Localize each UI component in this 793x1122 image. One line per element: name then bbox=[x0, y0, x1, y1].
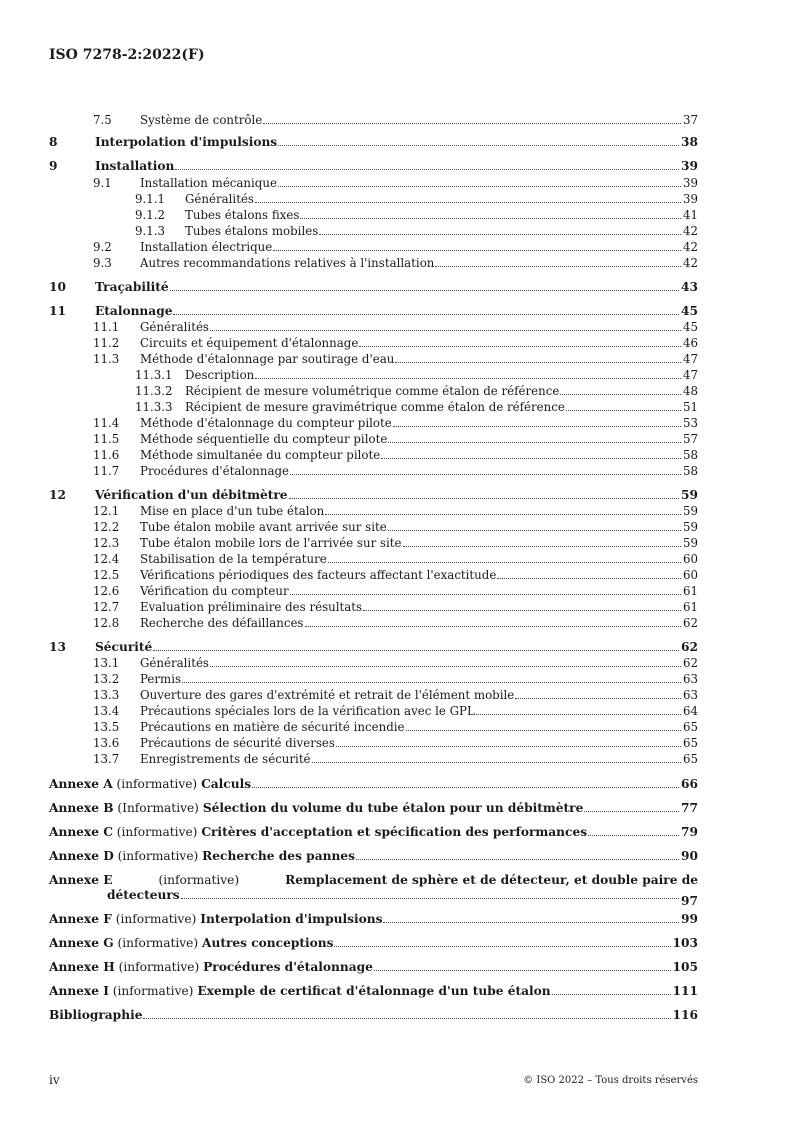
toc-entry-label: Généralités bbox=[185, 193, 254, 206]
toc-entry-label: Récipient de mesure gravimétrique comme étalon de référence bbox=[185, 401, 565, 414]
toc-entry[interactable] bbox=[49, 641, 698, 654]
toc-entry-page: 47 bbox=[682, 368, 698, 382]
annex-type: (informative) bbox=[115, 913, 197, 926]
toc-entry-number: 11.3 bbox=[93, 352, 120, 366]
dot-leader bbox=[143, 1018, 670, 1019]
annex-label bbox=[49, 850, 355, 863]
toc-entry-number: 12.6 bbox=[93, 584, 120, 598]
annex-prefix: Annexe G bbox=[49, 937, 114, 950]
toc-entry-label: Système de contrôle bbox=[140, 114, 263, 127]
dot-leader bbox=[395, 362, 681, 363]
toc-entry-number: 11.3.1 bbox=[135, 368, 173, 382]
annex-type: (informative) bbox=[158, 873, 240, 887]
toc-entry-page: 63 bbox=[682, 672, 698, 686]
toc-entry-page: 63 bbox=[682, 688, 698, 702]
toc-entry[interactable] bbox=[93, 737, 698, 750]
toc-entry-number: 12.3 bbox=[93, 536, 120, 550]
toc-entry-page: 42 bbox=[682, 240, 698, 254]
dot-leader bbox=[305, 626, 681, 627]
annex-entry[interactable] bbox=[49, 850, 698, 863]
annex-title: Sélection du volume du tube étalon pour un débitmètre bbox=[202, 802, 584, 815]
dot-leader bbox=[388, 530, 681, 531]
toc-entry-page: 65 bbox=[682, 720, 698, 734]
toc-entry[interactable] bbox=[93, 569, 698, 582]
toc-entry-number: 11.3.2 bbox=[135, 384, 173, 398]
annex-prefix: Annexe I bbox=[49, 985, 109, 998]
toc-entry-label: Vérification d'un débitmètre bbox=[95, 489, 288, 502]
toc-entry-page: 60 bbox=[682, 552, 698, 566]
bibliography-page: 116 bbox=[672, 1008, 698, 1022]
annex-page: 97 bbox=[681, 893, 698, 908]
toc-entry-page: 59 bbox=[681, 488, 698, 502]
toc-entry-page: 37 bbox=[682, 113, 698, 127]
annex-type: (informative) bbox=[116, 826, 198, 839]
dot-leader bbox=[263, 123, 681, 124]
toc-entry[interactable] bbox=[93, 705, 698, 718]
dot-leader bbox=[173, 314, 679, 315]
annex-title-continued: détecteurs bbox=[107, 887, 180, 902]
annex-prefix: Annexe A bbox=[49, 778, 113, 791]
toc-entry-label: Tubes étalons mobiles bbox=[185, 225, 319, 238]
toc-entry-page: 61 bbox=[682, 584, 698, 598]
toc-entry[interactable] bbox=[49, 489, 698, 502]
dot-leader bbox=[374, 970, 671, 971]
dot-leader bbox=[406, 730, 681, 731]
toc-entry[interactable] bbox=[93, 449, 698, 462]
annex-entry[interactable] bbox=[49, 937, 698, 950]
annex-page: 105 bbox=[672, 960, 698, 974]
dot-leader bbox=[273, 250, 681, 251]
toc-entry[interactable] bbox=[49, 136, 698, 149]
annex-type: (informative) bbox=[112, 985, 194, 998]
toc-entry-label: Autres recommandations relatives à l'installation bbox=[140, 257, 435, 270]
toc-entry-label: Vérification du compteur bbox=[140, 585, 289, 598]
toc-entry-page: 45 bbox=[682, 320, 698, 334]
annex-label bbox=[49, 937, 333, 950]
toc-entry-page: 48 bbox=[682, 384, 698, 398]
toc-entry[interactable] bbox=[135, 369, 698, 382]
toc-entry-label: Méthode d'étalonnage par soutirage d'eau bbox=[140, 353, 395, 366]
annex-label bbox=[49, 913, 382, 926]
toc-entry-number: 13.6 bbox=[93, 736, 120, 750]
toc-entry-number: 8 bbox=[49, 135, 58, 149]
toc-entry-label: Installation bbox=[95, 160, 175, 173]
toc-entry-label: Procédures d'étalonnage bbox=[140, 465, 290, 478]
toc-entry-label: Étalonnage bbox=[95, 305, 173, 318]
toc-entry[interactable] bbox=[135, 209, 698, 222]
toc-entry-number: 7.5 bbox=[93, 113, 112, 127]
toc-entry-page: 62 bbox=[682, 656, 698, 670]
dot-leader bbox=[334, 946, 670, 947]
toc-entry[interactable] bbox=[93, 601, 698, 614]
toc-entry[interactable] bbox=[93, 321, 698, 334]
toc-entry-label: Tube étalon mobile lors de l'arrivée sur site bbox=[140, 537, 402, 550]
annex-prefix: Annexe C bbox=[49, 826, 113, 839]
annex-title: Recherche des pannes bbox=[202, 850, 355, 863]
toc-entry-label: Vérifications périodiques des facteurs affectant l'exactitude bbox=[140, 569, 497, 582]
toc-entry-label: Récipient de mesure volumétrique comme étalon de référence bbox=[185, 385, 560, 398]
toc-entry-page: 39 bbox=[682, 192, 698, 206]
dot-leader bbox=[336, 746, 681, 747]
dot-leader bbox=[210, 330, 681, 331]
toc-entry-label: Description bbox=[185, 369, 255, 382]
annex-label bbox=[49, 826, 587, 839]
dot-leader bbox=[312, 762, 681, 763]
annex-page: 111 bbox=[672, 984, 698, 998]
toc-entry-page: 59 bbox=[682, 504, 698, 518]
dot-leader bbox=[435, 266, 681, 267]
toc-entry-page: 46 bbox=[682, 336, 698, 350]
dot-leader bbox=[383, 922, 679, 923]
toc-entry[interactable] bbox=[93, 465, 698, 478]
dot-leader bbox=[497, 578, 681, 579]
annex-label bbox=[49, 778, 251, 791]
toc-entry-number: 13.5 bbox=[93, 720, 120, 734]
toc-entry-label: Tubes étalons fixes bbox=[185, 209, 300, 222]
toc-entry[interactable] bbox=[93, 353, 698, 366]
dot-leader bbox=[170, 290, 679, 291]
dot-leader bbox=[278, 145, 679, 146]
dot-leader bbox=[552, 994, 671, 995]
toc-entry[interactable] bbox=[49, 160, 698, 173]
annex-entry[interactable] bbox=[49, 913, 698, 926]
toc-entry[interactable] bbox=[93, 177, 698, 190]
dot-leader bbox=[290, 474, 681, 475]
toc-entry-number: 11.5 bbox=[93, 432, 120, 446]
toc-entry[interactable] bbox=[93, 617, 698, 630]
dot-leader bbox=[175, 169, 679, 170]
copyright-notice: © ISO 2022 – Tous droits réservés bbox=[523, 1075, 698, 1086]
toc-entry[interactable] bbox=[49, 281, 698, 294]
toc-entry[interactable] bbox=[93, 657, 698, 670]
toc-entry-page: 39 bbox=[682, 176, 698, 190]
annex-title: Calculs bbox=[201, 778, 252, 791]
toc-entry-label: Tube étalon mobile avant arrivée sur site bbox=[140, 521, 387, 534]
dot-leader bbox=[588, 835, 679, 836]
dot-leader bbox=[566, 410, 681, 411]
toc-entry-label: Ouverture des gares d'extrémité et retrait de l'élément mobile bbox=[140, 689, 515, 702]
toc-entry-page: 41 bbox=[682, 208, 698, 222]
toc-entry-page: 42 bbox=[682, 256, 698, 270]
annex-type: (informative) bbox=[117, 850, 199, 863]
toc-entry-label: Précautions en matière de sécurité incendie bbox=[140, 721, 405, 734]
dot-leader bbox=[252, 787, 679, 788]
toc-entry[interactable] bbox=[93, 505, 698, 518]
toc-entry-number: 11.3.3 bbox=[135, 400, 173, 414]
toc-entry-page: 51 bbox=[682, 400, 698, 414]
toc-entry-page: 59 bbox=[682, 520, 698, 534]
toc-entry[interactable] bbox=[93, 337, 698, 350]
toc-entry-number: 9.1.2 bbox=[135, 208, 166, 222]
toc-entry[interactable] bbox=[93, 585, 698, 598]
annex-label bbox=[49, 985, 551, 998]
dot-leader bbox=[560, 394, 681, 395]
bibliography-entry[interactable] bbox=[49, 1009, 698, 1022]
toc-entry-number: 13.1 bbox=[93, 656, 120, 670]
dot-leader bbox=[476, 714, 681, 715]
toc-entry-label: Méthode simultanée du compteur pilote bbox=[140, 449, 381, 462]
dot-leader bbox=[289, 498, 679, 499]
toc-entry[interactable] bbox=[93, 521, 698, 534]
annex-type: (Informative) bbox=[117, 802, 199, 815]
toc-entry-label: Installation mécanique bbox=[140, 177, 277, 190]
toc-entry-page: 57 bbox=[682, 432, 698, 446]
toc-entry-number: 13.3 bbox=[93, 688, 120, 702]
toc-entry-page: 47 bbox=[682, 352, 698, 366]
annex-page: 99 bbox=[681, 912, 698, 926]
dot-leader bbox=[356, 859, 679, 860]
toc-entry-page: 61 bbox=[682, 600, 698, 614]
toc-entry-label: Sécurité bbox=[95, 641, 153, 654]
toc-entry-page: 62 bbox=[682, 616, 698, 630]
toc-entry-page: 64 bbox=[682, 704, 698, 718]
document-title: ISO 7278-2:2022(F) bbox=[49, 47, 205, 63]
annex-page: 103 bbox=[672, 936, 698, 950]
toc-entry-number: 11.4 bbox=[93, 416, 120, 430]
toc-entry-label: Interpolation d'impulsions bbox=[95, 136, 278, 149]
annex-title: Remplacement de sphère et de détecteur, et double paire de bbox=[285, 873, 698, 887]
toc-entry[interactable] bbox=[93, 417, 698, 430]
dot-leader bbox=[278, 186, 681, 187]
toc-entry-number: 10 bbox=[49, 280, 66, 294]
toc-entry-label: Méthode d'étalonnage du compteur pilote bbox=[140, 417, 392, 430]
toc-entry-page: 38 bbox=[681, 135, 698, 149]
toc-entry-number: 12.1 bbox=[93, 504, 120, 518]
dot-leader bbox=[290, 594, 681, 595]
dot-leader bbox=[381, 458, 681, 459]
dot-leader bbox=[210, 666, 681, 667]
toc-entry-label: Méthode séquentielle du compteur pilote bbox=[140, 433, 388, 446]
toc-entry-label: Circuits et équipement d'étalonnage bbox=[140, 337, 359, 350]
toc-entry-page: 43 bbox=[681, 280, 698, 294]
toc-entry[interactable] bbox=[93, 721, 698, 734]
toc-entry[interactable] bbox=[93, 553, 698, 566]
toc-entry-label: Enregistrements de sécurité bbox=[140, 753, 311, 766]
toc-entry-number: 11.1 bbox=[93, 320, 120, 334]
annex-title: Procédures d'étalonnage bbox=[203, 961, 373, 974]
toc-entry-label: Stabilisation de la température bbox=[140, 553, 327, 566]
toc-entry[interactable] bbox=[93, 689, 698, 702]
toc-entry[interactable] bbox=[135, 401, 698, 414]
page-number: iv bbox=[49, 1073, 60, 1087]
annex-page: 90 bbox=[681, 849, 698, 863]
toc-entry-page: 65 bbox=[682, 736, 698, 750]
toc-entry[interactable] bbox=[93, 753, 698, 766]
dot-leader bbox=[255, 378, 681, 379]
annex-title: Critères d'acceptation et spécification des performances bbox=[201, 826, 588, 839]
dot-leader bbox=[328, 562, 681, 563]
dot-leader bbox=[182, 682, 681, 683]
toc-entry[interactable] bbox=[135, 193, 698, 206]
toc-entry-number: 11.7 bbox=[93, 464, 120, 478]
toc-entry[interactable] bbox=[93, 257, 698, 270]
toc-entry[interactable] bbox=[93, 673, 698, 686]
dot-leader bbox=[181, 898, 679, 899]
annex-entry[interactable] bbox=[49, 826, 698, 839]
dot-leader bbox=[584, 811, 679, 812]
toc-entry-page: 65 bbox=[682, 752, 698, 766]
dot-leader bbox=[515, 698, 681, 699]
toc-entry-number: 9.2 bbox=[93, 240, 112, 254]
annex-prefix: Annexe F bbox=[49, 913, 112, 926]
toc-entry-number: 12.8 bbox=[93, 616, 120, 630]
dot-leader bbox=[319, 234, 681, 235]
annex-title: Interpolation d'impulsions bbox=[200, 913, 383, 926]
dot-leader bbox=[325, 514, 681, 515]
annex-entry[interactable] bbox=[49, 873, 698, 908]
toc-entry-label: Traçabilité bbox=[95, 281, 169, 294]
annex-entry[interactable] bbox=[49, 961, 698, 974]
annex-prefix: Annexe H bbox=[49, 961, 115, 974]
toc-entry-page: 58 bbox=[682, 448, 698, 462]
toc-entry[interactable] bbox=[93, 537, 698, 550]
toc-entry-label: Recherche des défaillances bbox=[140, 617, 304, 630]
toc-entry-number: 13.4 bbox=[93, 704, 120, 718]
toc-entry-number: 9.3 bbox=[93, 256, 112, 270]
annex-label bbox=[49, 802, 583, 815]
annex-prefix: Annexe B bbox=[49, 802, 114, 815]
annex-page: 79 bbox=[681, 825, 698, 839]
toc-entry[interactable] bbox=[93, 433, 698, 446]
toc-entry-page: 59 bbox=[682, 536, 698, 550]
annex-prefix: Annexe D bbox=[49, 850, 114, 863]
toc-entry-number: 9.1.1 bbox=[135, 192, 166, 206]
toc-entry-label: Précautions spéciales lors de la vérification avec le GPL bbox=[140, 705, 475, 718]
toc-entry-number: 12.4 bbox=[93, 552, 120, 566]
toc-entry[interactable] bbox=[93, 114, 698, 127]
annex-type: (informative) bbox=[117, 937, 199, 950]
toc-entry-number: 11 bbox=[49, 304, 66, 318]
dot-leader bbox=[393, 426, 681, 427]
toc-entry-number: 9.1.3 bbox=[135, 224, 166, 238]
toc-entry-page: 58 bbox=[682, 464, 698, 478]
toc-entry-label: Précautions de sécurité diverses bbox=[140, 737, 335, 750]
dot-leader bbox=[363, 610, 681, 611]
annex-title: Exemple de certificat d'étalonnage d'un tube étalon bbox=[197, 985, 551, 998]
toc-entry-page: 62 bbox=[681, 640, 698, 654]
toc-entry-number: 12 bbox=[49, 488, 66, 502]
bibliography-label: Bibliographie bbox=[49, 1009, 143, 1022]
dot-leader bbox=[300, 218, 681, 219]
annex-prefix: Annexe E bbox=[49, 873, 113, 887]
annex-title: Autres conceptions bbox=[202, 937, 334, 950]
toc-entry-label: Permis bbox=[140, 673, 182, 686]
toc-entry-label: Installation électrique bbox=[140, 241, 273, 254]
annex-entry[interactable] bbox=[49, 778, 698, 791]
toc-entry[interactable] bbox=[135, 225, 698, 238]
toc-entry-page: 42 bbox=[682, 224, 698, 238]
toc-entry-number: 11.2 bbox=[93, 336, 120, 350]
annex-type: (informative) bbox=[116, 778, 198, 791]
dot-leader bbox=[153, 650, 679, 651]
dot-leader bbox=[403, 546, 681, 547]
toc-entry-number: 12.5 bbox=[93, 568, 120, 582]
toc-entry-label: Mise en place d'un tube étalon bbox=[140, 505, 325, 518]
toc-entry-page: 53 bbox=[682, 416, 698, 430]
annex-page: 77 bbox=[681, 801, 698, 815]
dot-leader bbox=[255, 202, 681, 203]
toc-entry-number: 11.6 bbox=[93, 448, 120, 462]
toc-entry-label: Évaluation préliminaire des résultats bbox=[140, 601, 363, 614]
toc-entry-number: 12.7 bbox=[93, 600, 120, 614]
annex-page: 66 bbox=[681, 777, 698, 791]
toc-entry-page: 45 bbox=[681, 304, 698, 318]
toc-entry-number: 9 bbox=[49, 159, 58, 173]
toc-entry[interactable] bbox=[135, 385, 698, 398]
toc-entry-number: 13.7 bbox=[93, 752, 120, 766]
toc-entry-number: 9.1 bbox=[93, 176, 112, 190]
dot-leader bbox=[388, 442, 681, 443]
annex-type: (informative) bbox=[118, 961, 200, 974]
annex-label bbox=[49, 961, 373, 974]
toc-entry-number: 13 bbox=[49, 640, 66, 654]
annex-entry[interactable] bbox=[49, 985, 698, 998]
annex-entry[interactable] bbox=[49, 802, 698, 815]
toc-entry-page: 39 bbox=[681, 159, 698, 173]
toc-entry[interactable] bbox=[93, 241, 698, 254]
toc-entry-number: 13.2 bbox=[93, 672, 120, 686]
toc-entry-label: Généralités bbox=[140, 321, 209, 334]
toc-entry-page: 60 bbox=[682, 568, 698, 582]
toc-entry[interactable] bbox=[49, 305, 698, 318]
toc-entry-number: 12.2 bbox=[93, 520, 120, 534]
toc-entry-label: Généralités bbox=[140, 657, 209, 670]
dot-leader bbox=[359, 346, 681, 347]
